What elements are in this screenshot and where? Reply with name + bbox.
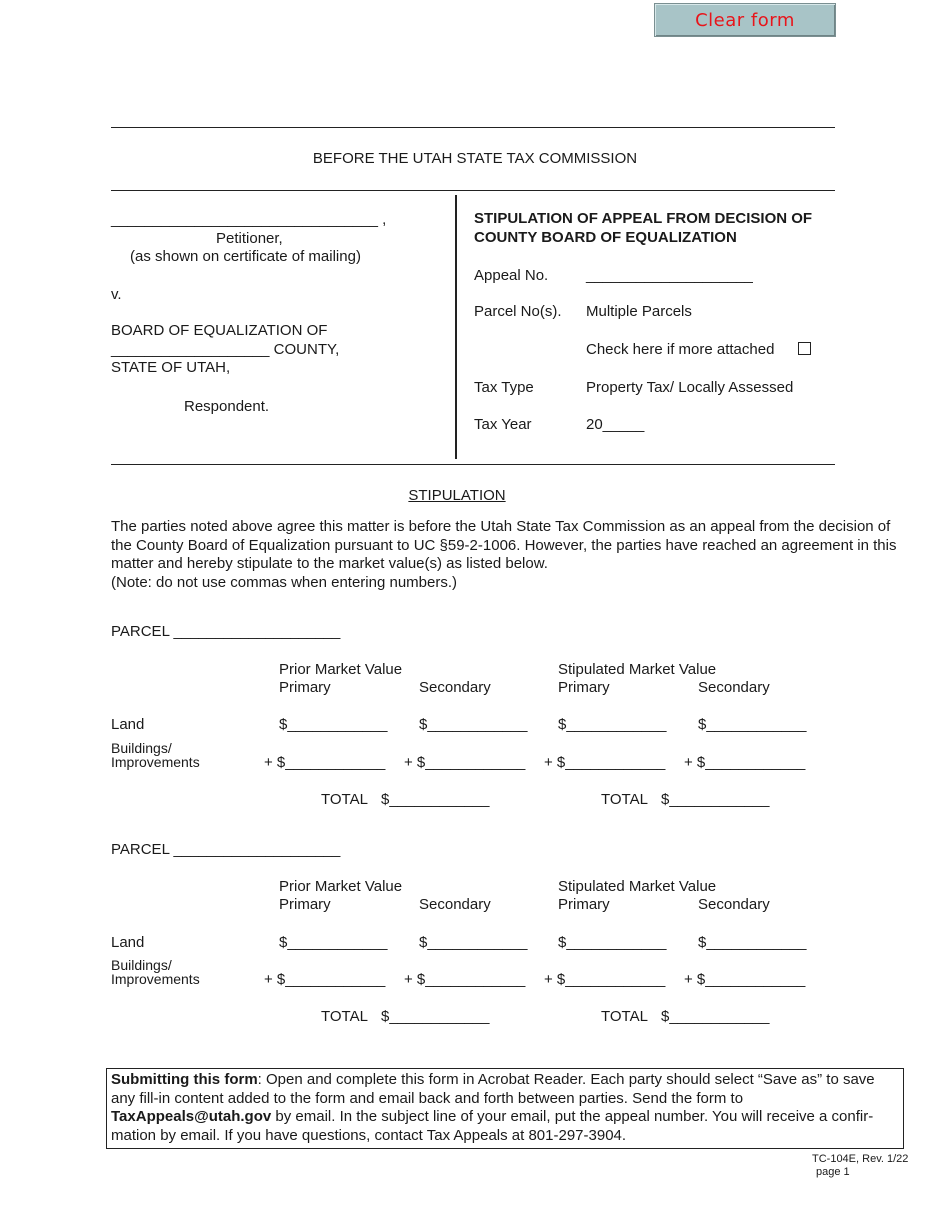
prior-total-field[interactable]: $____________ xyxy=(381,791,490,808)
buildings-prior-primary-field[interactable]: + $____________ xyxy=(264,971,386,988)
petitioner-name-field[interactable]: ________________________________ , xyxy=(111,211,387,228)
form-id: TC-104E, Rev. 1/22 xyxy=(812,1153,909,1165)
tax-year-label: Tax Year xyxy=(474,416,532,433)
parcel-number-field[interactable]: PARCEL ____________________ xyxy=(111,841,341,858)
improvements-label: Improvements xyxy=(111,971,200,987)
buildings-stipulated-secondary-field[interactable]: + $____________ xyxy=(684,971,806,988)
buildings-stipulated-primary-field[interactable]: + $____________ xyxy=(544,754,666,771)
submission-text-1: : Open and complete this form in Acrobat Reader. Each party should select “Save as” to save any fill-in content added to the form and email back and forth between parties. Send the form to xyxy=(111,1071,875,1107)
stipulated-total-label: TOTAL xyxy=(601,1008,648,1025)
appeal-no-label: Appeal No. xyxy=(474,267,549,284)
petitioner-note: (as shown on certificate of mailing) xyxy=(130,248,361,265)
land-label: Land xyxy=(111,934,145,951)
stipulated-market-value-label: Stipulated Market Value xyxy=(558,661,717,678)
land-prior-primary-field[interactable]: $____________ xyxy=(279,934,388,951)
stipulated-secondary-header: Secondary xyxy=(698,679,770,696)
page-number: page 1 xyxy=(816,1166,850,1178)
submission-text-2: by email. In the subject line of your email, put the appeal number. You will receive a confir-mation by email. If you have questions, contact Tax Appeals at 801-297-3904. xyxy=(111,1108,874,1144)
improvements-label: Improvements xyxy=(111,754,200,770)
buildings-prior-primary-field[interactable]: + $____________ xyxy=(264,754,386,771)
stipulated-market-value-label: Stipulated Market Value xyxy=(558,878,717,895)
buildings-prior-secondary-field[interactable]: + $____________ xyxy=(404,971,526,988)
caption-bottom-rule xyxy=(111,464,835,465)
submission-instructions xyxy=(106,1068,904,1149)
land-prior-secondary-field[interactable]: $____________ xyxy=(419,934,528,951)
respondent-label: Respondent. xyxy=(184,398,270,415)
stipulated-total-field[interactable]: $____________ xyxy=(661,1008,770,1025)
prior-total-label: TOTAL xyxy=(321,1008,368,1025)
land-prior-primary-field[interactable]: $____________ xyxy=(279,716,388,733)
header-bottom-rule xyxy=(111,190,835,191)
stipulated-total-field[interactable]: $____________ xyxy=(661,791,770,808)
commission-title: BEFORE THE UTAH STATE TAX COMMISSION xyxy=(312,150,638,167)
prior-market-value-label: Prior Market Value xyxy=(279,878,403,895)
parcel-number-field[interactable]: PARCEL ____________________ xyxy=(111,623,341,640)
prior-market-value-label: Prior Market Value xyxy=(279,661,403,678)
tax-year-field[interactable]: 20_____ xyxy=(586,416,645,433)
stipulation-heading: STIPULATION xyxy=(408,487,506,504)
buildings-stipulated-primary-field[interactable]: + $____________ xyxy=(544,971,666,988)
submission-lead: Submitting this form xyxy=(111,1071,258,1088)
tax-type-value: Property Tax/ Locally Assessed xyxy=(586,379,794,396)
clear-form-button[interactable]: Clear form xyxy=(654,3,836,37)
tax-appeals-email: TaxAppeals@utah.gov xyxy=(111,1108,272,1125)
prior-total-field[interactable]: $____________ xyxy=(381,1008,490,1025)
prior-primary-header: Primary xyxy=(279,679,331,696)
header-top-rule xyxy=(111,127,835,128)
stipulation-paragraph: The parties noted above agree this matter is before the Utah State Tax Commission as an appeal from the decision of the County Board of Equalization pursuant to UC §59-2-1006. However, the parties have reached an agreement in this matter and hereby stipulate to the market value(s) as listed below. xyxy=(111,518,897,572)
stipulated-secondary-header: Secondary xyxy=(698,896,770,913)
more-attached-checkbox[interactable] xyxy=(798,342,811,355)
stipulated-primary-header: Primary xyxy=(558,896,610,913)
prior-total-label: TOTAL xyxy=(321,791,368,808)
caption-divider xyxy=(455,195,457,459)
buildings-label: Buildings/ xyxy=(111,957,172,973)
buildings-stipulated-secondary-field[interactable]: + $____________ xyxy=(684,754,806,771)
county-field[interactable]: ___________________ COUNTY, xyxy=(111,341,340,358)
form-title-line2: COUNTY BOARD OF EQUALIZATION xyxy=(474,229,737,246)
appeal-no-field[interactable]: ____________________ xyxy=(586,267,753,284)
board-label: BOARD OF EQUALIZATION OF xyxy=(111,322,328,339)
prior-secondary-header: Secondary xyxy=(419,679,491,696)
petitioner-label: Petitioner, xyxy=(216,230,283,247)
land-stipulated-primary-field[interactable]: $____________ xyxy=(558,934,667,951)
parcel-no-value: Multiple Parcels xyxy=(586,303,692,320)
stipulated-total-label: TOTAL xyxy=(601,791,648,808)
versus-label: v. xyxy=(111,286,122,303)
form-title-line1: STIPULATION OF APPEAL FROM DECISION OF xyxy=(474,210,813,227)
land-prior-secondary-field[interactable]: $____________ xyxy=(419,716,528,733)
stipulation-note: (Note: do not use commas when entering numbers.) xyxy=(111,574,458,591)
buildings-prior-secondary-field[interactable]: + $____________ xyxy=(404,754,526,771)
tax-type-label: Tax Type xyxy=(474,379,534,396)
buildings-label: Buildings/ xyxy=(111,740,172,756)
prior-primary-header: Primary xyxy=(279,896,331,913)
parcel-no-label: Parcel No(s). xyxy=(474,303,562,320)
land-stipulated-primary-field[interactable]: $____________ xyxy=(558,716,667,733)
land-label: Land xyxy=(111,716,145,733)
prior-secondary-header: Secondary xyxy=(419,896,491,913)
more-attached-label: Check here if more attached xyxy=(586,341,775,358)
stipulated-primary-header: Primary xyxy=(558,679,610,696)
land-stipulated-secondary-field[interactable]: $____________ xyxy=(698,934,807,951)
land-stipulated-secondary-field[interactable]: $____________ xyxy=(698,716,807,733)
state-label: STATE OF UTAH, xyxy=(111,359,231,376)
